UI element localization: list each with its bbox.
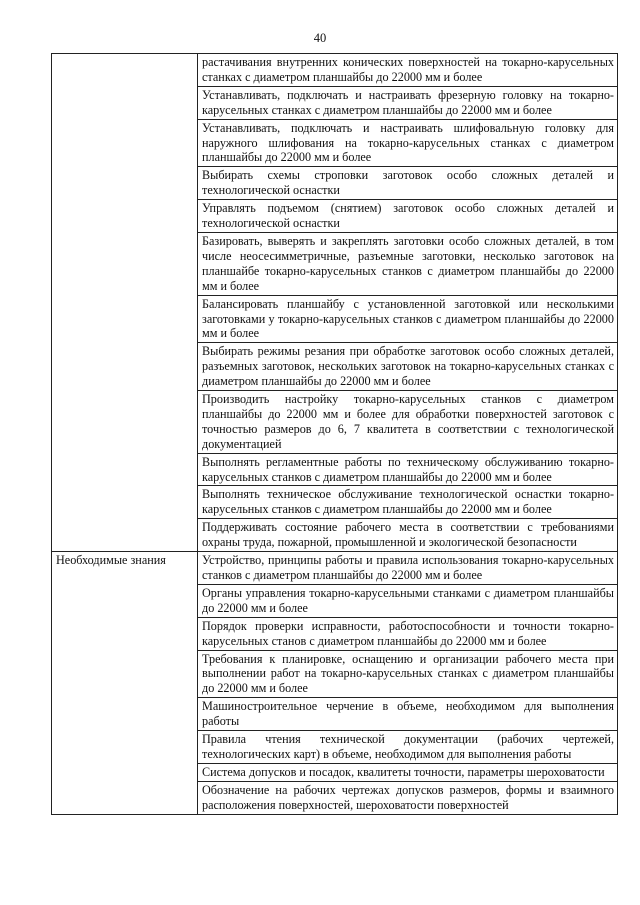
skills-continued-item: Устанавливать, подключать и настраивать фрезерную головку на токарно-карусельных станках с диаметром планшайбы до 22000 мм и более xyxy=(198,86,618,119)
required-knowledge-item: Требования к планировке, оснащению и организации рабочего места при выполнении работ на токарно-карусельных станках с диаметром планшайбы до 22000 мм и более xyxy=(198,650,618,698)
skills-continued-item: Поддерживать состояние рабочего места в соответствии с требованиями охраны труда, пожарной, промышленной и экологической безопасности xyxy=(198,519,618,552)
skills-continued-item: Управлять подъемом (снятием) заготовок особо сложных деталей и технологической оснастки xyxy=(198,200,618,233)
skills-continued-item: Устанавливать, подключать и настраивать шлифовальную головку для наружного шлифования на токарно-карусельных станках с диаметром планшайбы до 22000 мм и более xyxy=(198,119,618,167)
required-knowledge-item: Система допусков и посадок, квалитеты точности, параметры шероховатости xyxy=(198,763,618,781)
table-row xyxy=(52,54,618,87)
skills-continued-item: Выбирать схемы строповки заготовок особо сложных деталей и технологической оснастки xyxy=(198,167,618,200)
required-knowledge-item: Обозначение на рабочих чертежах допусков размеров, формы и взаимного расположения поверхностей, шероховатости поверхностей xyxy=(198,781,618,814)
skills-continued-item: Выбирать режимы резания при обработке заготовок особо сложных деталей, разъемных заготовок, нескольких заготовок на токарно-карусельных станках с диаметром планшайбы до 22000 мм и более xyxy=(198,343,618,391)
page-number: 40 xyxy=(313,31,327,45)
required-knowledge-item: Порядок проверки исправности, работоспособности и точности токарно-карусельных станов с диаметром планшайбы до 22000 мм и более xyxy=(198,617,618,650)
required-knowledge-item: Машиностроительное черчение в объеме, необходимом для выполнения работы xyxy=(198,698,618,731)
table-row xyxy=(52,552,618,585)
skills-continued-item: Балансировать планшайбу с установленной заготовкой или несколькими заготовками у токарно-карусельных станков с диаметром планшайбы до 22000 мм и более xyxy=(198,295,618,343)
requirements-table xyxy=(51,53,618,815)
table-body xyxy=(52,54,618,815)
required-knowledge-item: Органы управления токарно-карусельными станками с диаметром планшайбы до 22000 мм и более xyxy=(198,584,618,617)
skills-continued-item: Выполнять регламентные работы по техническому обслуживанию токарно-карусельных станков с диаметром планшайбы до 22000 мм и более xyxy=(198,453,618,486)
required-knowledge-label: Необходимые знания xyxy=(52,552,198,815)
skills-continued-item: Базировать, выверять и закреплять заготовки особо сложных деталей, в том числе неосесимметричные, разъемные заготовки, несколько заготовок на планшайбе токарно-карусельных станков с диаметром планшайбы до 22000 мм и более xyxy=(198,232,618,295)
required-knowledge-item: Правила чтения технической документации (рабочих чертежей, технологических карт) в объеме, необходимом для выполнения работы xyxy=(198,731,618,764)
skills-continued-item: Выполнять техническое обслуживание технологической оснастки токарно-карусельных станков с диаметром планшайбы до 22000 мм и более xyxy=(198,486,618,519)
skills-continued-item: Производить настройку токарно-карусельных станков с диаметром планшайбы до 22000 мм и более для обработки поверхностей заготовок с точностью размеров до 6, 7 квалитета в соответствии с технологической документацией xyxy=(198,391,618,454)
required-knowledge-item: Устройство, принципы работы и правила использования токарно-карусельных станков с диаметром планшайбы до 22000 мм и более xyxy=(198,552,618,585)
skills-continued-label xyxy=(52,54,198,552)
skills-continued-item: растачивания внутренних конических поверхностей на токарно-карусельных станках с диаметром планшайбы до 22000 мм и более xyxy=(198,54,618,87)
